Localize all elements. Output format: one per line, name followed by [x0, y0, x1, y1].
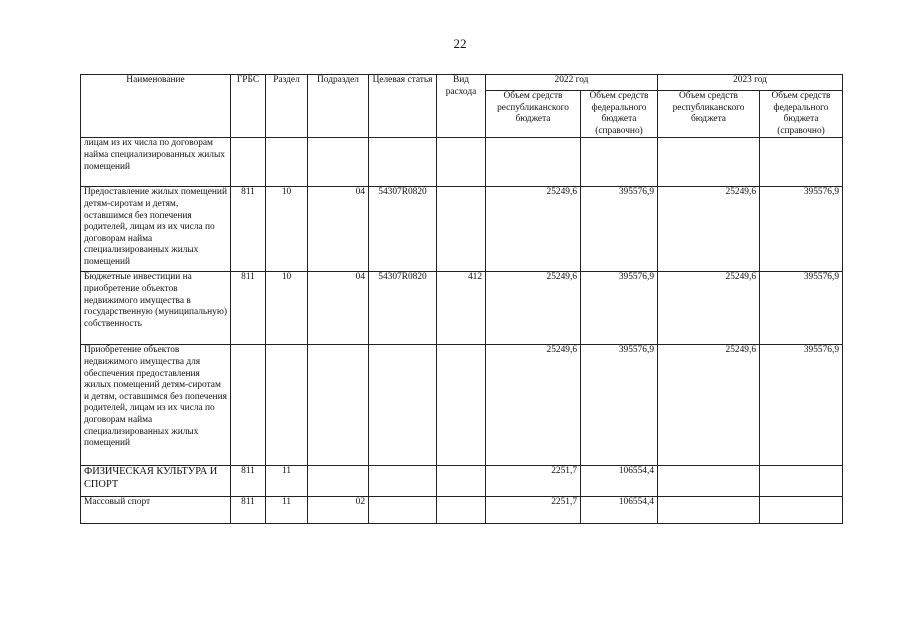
cell-grbs: 811	[231, 497, 266, 524]
budget-table	[80, 74, 843, 524]
cell-expense-type	[437, 497, 486, 524]
table-row	[81, 272, 843, 345]
cell-2022-rep	[486, 138, 581, 187]
header-section: Раздел	[266, 75, 308, 138]
table-row	[81, 138, 843, 187]
page-number: 22	[453, 36, 467, 51]
cell-2022-rep: 25249,6	[486, 187, 581, 272]
cell-target	[369, 497, 437, 524]
header-target: Целевая статья	[369, 75, 437, 138]
cell-2023-rep: 25249,6	[658, 187, 760, 272]
cell-section: 10	[266, 187, 308, 272]
header-grbs: ГРБС	[231, 75, 266, 138]
cell-target: 54307R0820	[369, 187, 437, 272]
cell-2022-fed: 395576,9	[581, 272, 658, 345]
cell-expense-type	[437, 466, 486, 497]
cell-2023-rep: 25249,6	[658, 345, 760, 466]
cell-name: ФИЗИЧЕСКАЯ КУЛЬТУРА И СПОРТ	[81, 466, 231, 497]
cell-grbs: 811	[231, 272, 266, 345]
cell-section: 11	[266, 466, 308, 497]
cell-target	[369, 345, 437, 466]
cell-2022-fed	[581, 138, 658, 187]
cell-2023-fed: 395576,9	[760, 272, 843, 345]
cell-expense-type: 412	[437, 272, 486, 345]
cell-2023-rep	[658, 138, 760, 187]
cell-name: Приобретение объектов недвижимого имущества для обеспечения предоставления жилых помещений детям-сиротам и детям, оставшимся без попечения родителей, лицам из их числа по договорам найма специализированных жилых помещений	[81, 345, 231, 466]
header-expense-type: Вид расхода	[437, 75, 486, 138]
table-row	[81, 497, 843, 524]
cell-2022-fed: 395576,9	[581, 187, 658, 272]
cell-section	[266, 345, 308, 466]
cell-name: Бюджетные инвестиции на приобретение объектов недвижимого имущества в государственную (муниципальную) собственность	[81, 272, 231, 345]
cell-grbs: 811	[231, 466, 266, 497]
cell-section: 10	[266, 272, 308, 345]
cell-grbs	[231, 345, 266, 466]
cell-expense-type	[437, 345, 486, 466]
cell-subsection	[308, 345, 369, 466]
header-name: Наименование	[81, 75, 231, 138]
cell-2022-rep: 2251,7	[486, 497, 581, 524]
header-year-2023: 2023 год	[658, 75, 843, 91]
cell-2023-fed: 395576,9	[760, 345, 843, 466]
cell-name: лицам из их числа по договорам найма специализированных жилых помещений	[81, 138, 231, 187]
header-2022-rep: Объем средств республиканского бюджета	[486, 91, 581, 138]
cell-name: Массовый спорт	[81, 497, 231, 524]
cell-section: 11	[266, 497, 308, 524]
cell-subsection: 02	[308, 497, 369, 524]
cell-subsection: 04	[308, 187, 369, 272]
header-2022-fed: Объем средств федерального бюджета (справочно)	[581, 91, 658, 138]
cell-section	[266, 138, 308, 187]
header-subsection: Подраздел	[308, 75, 369, 138]
cell-subsection: 04	[308, 272, 369, 345]
cell-subsection	[308, 138, 369, 187]
header-2023-fed: Объем средств федерального бюджета (справочно)	[760, 91, 843, 138]
cell-2022-rep: 2251,7	[486, 466, 581, 497]
cell-target	[369, 466, 437, 497]
cell-2023-rep	[658, 466, 760, 497]
cell-grbs: 811	[231, 187, 266, 272]
cell-2022-rep: 25249,6	[486, 272, 581, 345]
cell-2023-fed	[760, 466, 843, 497]
cell-2023-fed: 395576,9	[760, 187, 843, 272]
cell-name: Предоставление жилых помещений детям-сиротам и детям, оставшимся без попечения родителей, лицам из их числа по договорам найма специализированных жилых помещений	[81, 187, 231, 272]
cell-2022-rep: 25249,6	[486, 345, 581, 466]
header-2023-rep: Объем средств республиканского бюджета	[658, 91, 760, 138]
cell-target: 54307R0820	[369, 272, 437, 345]
header-row-1	[81, 75, 843, 91]
table-row	[81, 345, 843, 466]
cell-2022-fed: 395576,9	[581, 345, 658, 466]
cell-2023-rep	[658, 497, 760, 524]
table-row	[81, 187, 843, 272]
cell-target	[369, 138, 437, 187]
cell-expense-type	[437, 187, 486, 272]
header-year-2022: 2022 год	[486, 75, 658, 91]
cell-2022-fed: 106554,4	[581, 497, 658, 524]
cell-2022-fed: 106554,4	[581, 466, 658, 497]
cell-grbs	[231, 138, 266, 187]
table-row	[81, 466, 843, 497]
cell-2023-fed	[760, 138, 843, 187]
cell-2023-fed	[760, 497, 843, 524]
cell-expense-type	[437, 138, 486, 187]
cell-subsection	[308, 466, 369, 497]
cell-2023-rep: 25249,6	[658, 272, 760, 345]
